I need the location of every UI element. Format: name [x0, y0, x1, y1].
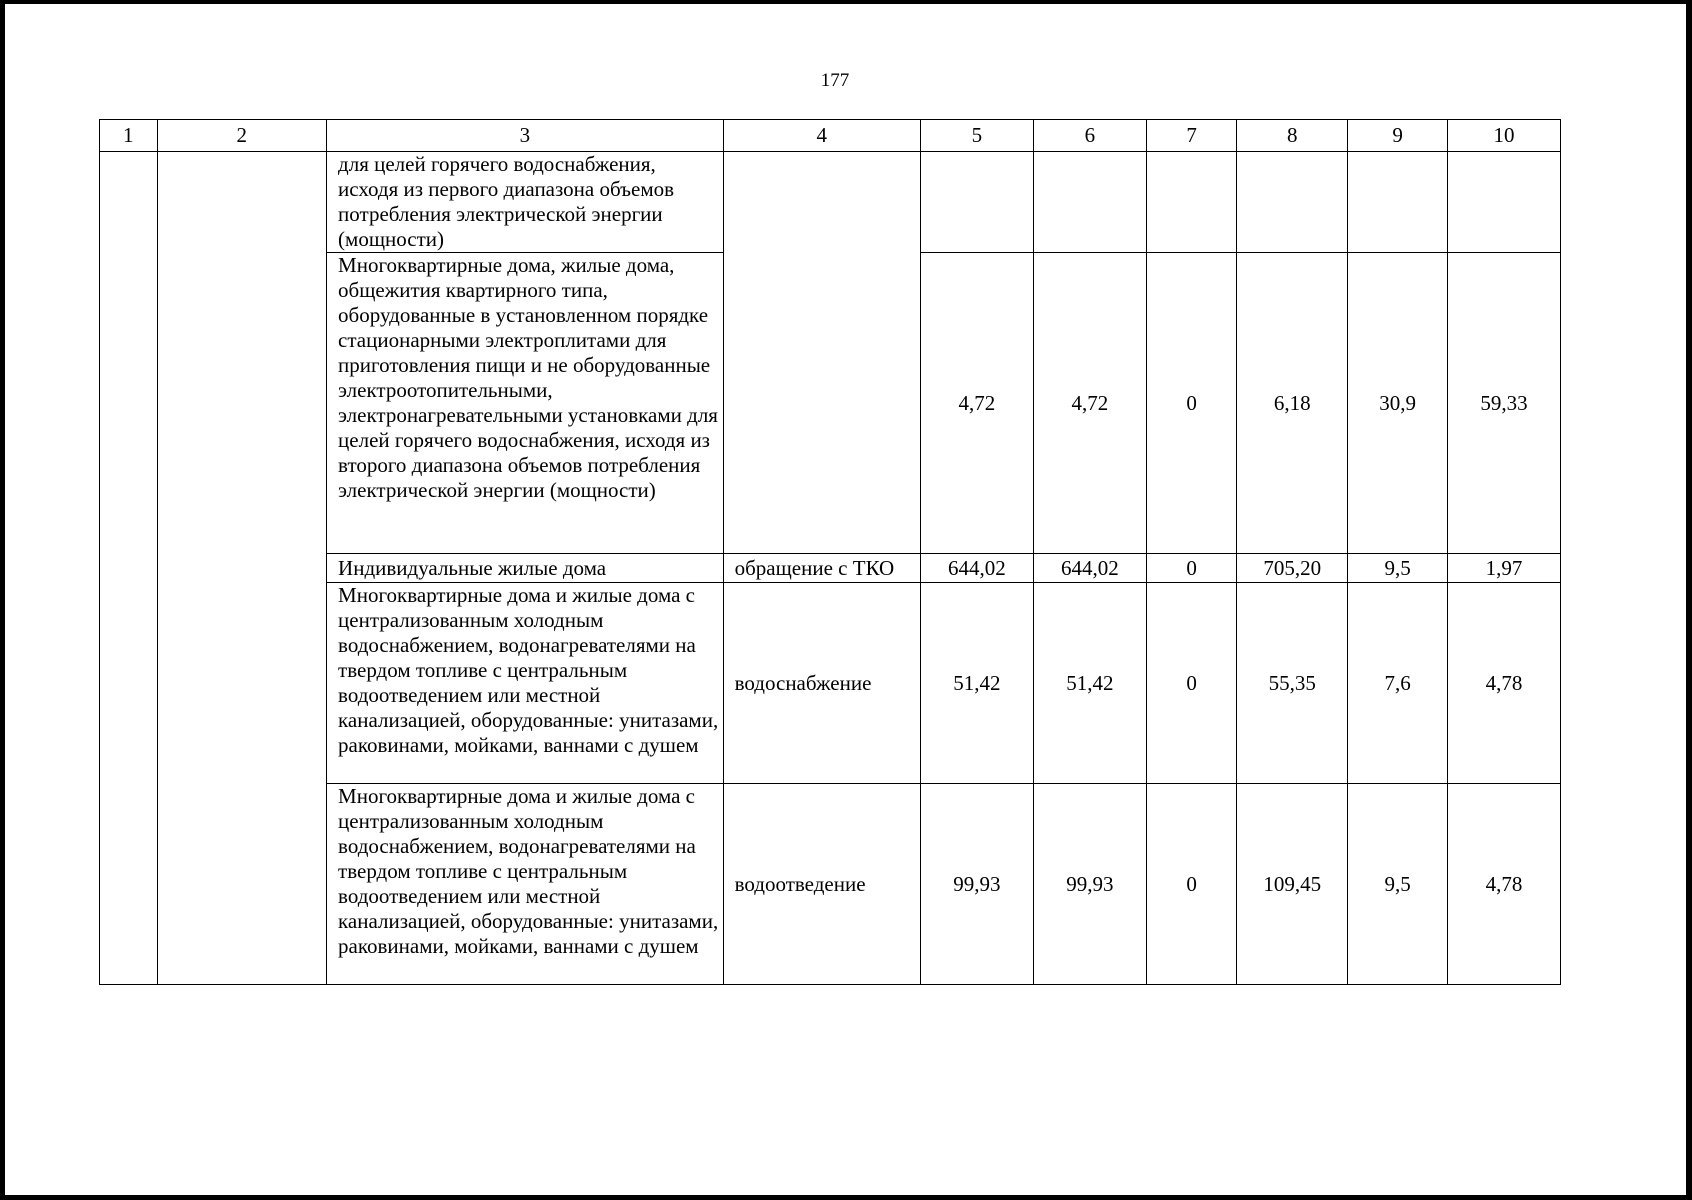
value-cell: 99,93	[1033, 784, 1146, 985]
column-header: 6	[1033, 120, 1146, 152]
value-cell: 0	[1146, 583, 1236, 784]
tariff-table	[99, 119, 1561, 985]
value-cell: 30,9	[1348, 253, 1448, 554]
column-2-cell	[157, 152, 327, 985]
value-cell: 6,18	[1237, 253, 1348, 554]
value-cell	[1447, 152, 1560, 253]
value-cell: 51,42	[1033, 583, 1146, 784]
value-cell: 705,20	[1237, 554, 1348, 583]
value-cell: 644,02	[920, 554, 1033, 583]
column-header: 9	[1348, 120, 1448, 152]
value-cell: 9,5	[1348, 784, 1448, 985]
value-cell	[920, 152, 1033, 253]
column-header: 5	[920, 120, 1033, 152]
row-description: Многоквартирные дома и жилые дома с централизованным холодным водоснабжением, водонагревателями на твердом топливе с центральным водоотведением или местной канализацией, оборудованные: унитазами, раковинами, мойками, ваннами с душем	[327, 583, 724, 784]
value-cell: 51,42	[920, 583, 1033, 784]
value-cell: 9,5	[1348, 554, 1448, 583]
row-description: Многоквартирные дома и жилые дома с централизованным холодным водоснабжением, водонагревателями на твердом топливе с центральным водоотведением или местной канализацией, оборудованные: унитазами, раковинами, мойками, ваннами с душем	[327, 784, 724, 985]
value-cell: 0	[1146, 253, 1236, 554]
column-header: 10	[1447, 120, 1560, 152]
value-cell: 4,72	[920, 253, 1033, 554]
value-cell: 644,02	[1033, 554, 1146, 583]
value-cell: 0	[1146, 784, 1236, 985]
column-1-cell	[100, 152, 158, 985]
value-cell: 7,6	[1348, 583, 1448, 784]
row-description: для целей горячего водоснабжения, исходя из первого диапазона объемов потребления электрической энергии (мощности)	[327, 152, 724, 253]
column-header: 7	[1146, 120, 1236, 152]
column-header: 4	[723, 120, 920, 152]
value-cell: 0	[1146, 554, 1236, 583]
value-cell: 59,33	[1447, 253, 1560, 554]
value-cell: 99,93	[920, 784, 1033, 985]
value-cell: 4,78	[1447, 583, 1560, 784]
value-cell: 55,35	[1237, 583, 1348, 784]
service-cell: обращение с ТКО	[723, 554, 920, 583]
value-cell: 1,97	[1447, 554, 1560, 583]
value-cell: 4,72	[1033, 253, 1146, 554]
row-description: Индивидуальные жилые дома	[327, 554, 724, 583]
column-header: 8	[1237, 120, 1348, 152]
row-description: Многоквартирные дома, жилые дома, общежития квартирного типа, оборудованные в установленном порядке стационарными электроплитами для приготовления пищи и не оборудованные электроотопительными, электронагревательными установками для целей горячего водоснабжения, исходя из второго диапазона объемов потребления электрической энергии (мощности)	[327, 253, 724, 554]
column-header: 1	[100, 120, 158, 152]
value-cell	[1033, 152, 1146, 253]
column-header: 3	[327, 120, 724, 152]
table-header-row	[100, 120, 1561, 152]
column-header: 2	[157, 120, 327, 152]
value-cell: 4,78	[1447, 784, 1560, 985]
table-row	[100, 152, 1561, 253]
value-cell	[1348, 152, 1448, 253]
value-cell	[1237, 152, 1348, 253]
service-cell: водоснабжение	[723, 583, 920, 784]
service-cell	[723, 152, 920, 554]
value-cell	[1146, 152, 1236, 253]
service-cell: водоотведение	[723, 784, 920, 985]
page-number: 177	[820, 70, 850, 91]
value-cell: 109,45	[1237, 784, 1348, 985]
